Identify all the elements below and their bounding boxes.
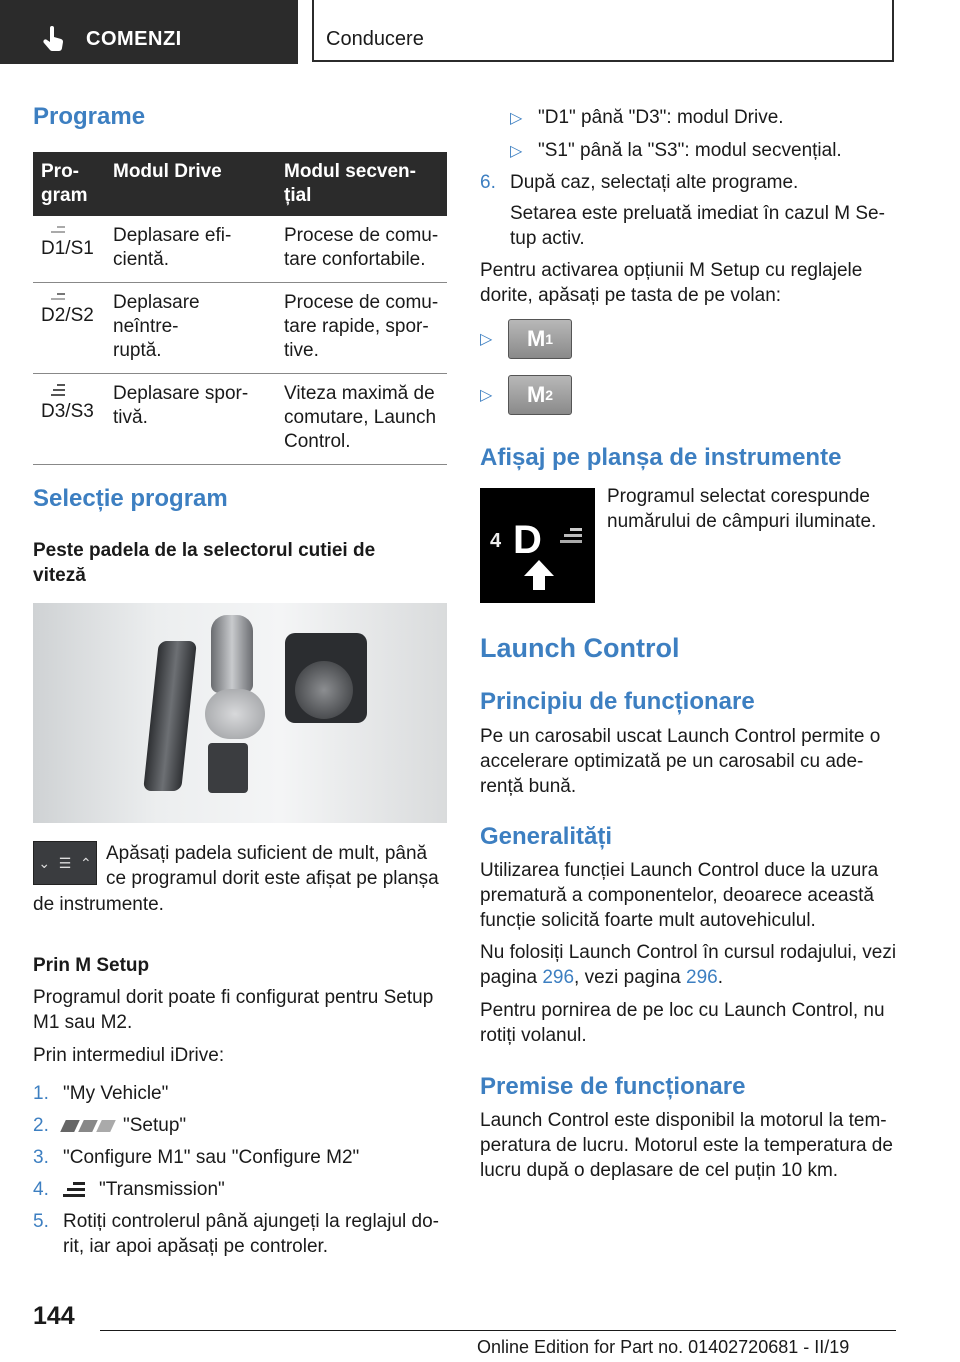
triangle-bullet-icon: ▷ [510, 110, 523, 127]
paddle-text-1: Apăsați padela suficient de mult, până [106, 843, 428, 864]
list-item: 6. După caz, selectați alte programe. [480, 172, 799, 193]
section-title: Conducere [326, 28, 424, 50]
program-lines-icon [51, 226, 65, 233]
selectie-heading: Selecție program [33, 485, 228, 512]
afisaj-heading: Afișaj pe planșa de instrumente [480, 444, 842, 471]
principiu-heading: Principiu de funcționare [480, 688, 755, 715]
generalitati-text: Utilizarea funcției Launch Control duce la uzura prematură a componentelor, deoarece această funcție solicită foarte mult autovehiculul. [480, 860, 879, 931]
step6-note: Setarea este preluată imediat în cazul M Se- tup activ. [510, 203, 885, 249]
table-row: D1/S1 Deplasare efi- cientă. Procese de comu- tare confortabile. [33, 216, 447, 283]
msetup-heading: Prin M Setup [33, 955, 150, 976]
list-item: 1. "My Vehicle" [33, 1083, 169, 1104]
list-item: 2. "Setup" [33, 1115, 187, 1136]
premise-text: Launch Control este disponibil la motorul la tem- peratura de lucru. Motorul este la temperatura de lucru după o deplasare de cel puțin 10 km. [480, 1110, 893, 1181]
idrive-text: Prin intermediul iDrive: [33, 1045, 225, 1066]
triangle-bullet-icon: ▷ [480, 331, 493, 348]
generalitati-heading: Generalități [480, 823, 613, 850]
afisaj-text: Programul selectat corespunde numărului de câmpuri iluminate. [607, 486, 877, 532]
program-lines-icon [51, 293, 65, 300]
edition-text: Online Edition for Part no. 01402720681 - II/19 [477, 1337, 850, 1357]
sub-list-item: ▷ "D1" până "D3": modul Drive. [510, 105, 784, 131]
table-row: D3/S3 Deplasare spor- tivă. Viteza maximă de comutare, Launch Control. [33, 374, 447, 465]
program-lines-icon [560, 528, 582, 543]
hand-pointer-icon [42, 26, 66, 52]
footer-divider [100, 1330, 896, 1331]
transmission-lines-icon [63, 1182, 85, 1197]
paddle-text-2: ce programul dorit este afișat pe planșa [106, 868, 439, 889]
paddle-text-3: de instrumente. [33, 894, 164, 915]
page-link[interactable]: 296 [542, 967, 575, 988]
triangle-bullet-icon: ▷ [510, 143, 523, 160]
gear-selector-photo [33, 603, 447, 823]
programs-table [33, 152, 447, 465]
table-row: D2/S2 Deplasare neîntre- ruptă. Procese de comu- tare rapide, spor- tive. [33, 283, 447, 374]
m1-button-icon: M 1 [508, 319, 572, 359]
pornire-text: Pentru pornirea de pe loc cu Launch Control, nu rotiți volanul. [480, 1000, 885, 1046]
sub-list-item: ▷ "S1" până la "S3": modul secvențial. [510, 138, 842, 164]
m1-item [480, 319, 572, 359]
page-number: 144 [33, 1302, 75, 1330]
instrument-display-image: 4 D [480, 488, 595, 603]
chapter-title: COMENZI [86, 28, 182, 50]
rodaj-text: Nu folosiți Launch Control în cursul rodajului, vezi pagina 296, vezi pagina 296. [480, 942, 897, 988]
table-header-sequential: Modul secven- țial [276, 152, 447, 216]
table-header-drive: Modul Drive [105, 152, 276, 216]
m2-item [480, 375, 572, 415]
list-item: 5. Rotiți controlerul până ajungeți la reglajul do- rit, iar apoi apăsați pe controler. [33, 1211, 440, 1257]
premise-heading: Premise de funcționare [480, 1073, 746, 1100]
launch-control-heading: Launch Control [480, 633, 680, 663]
programe-heading: Programe [33, 103, 146, 130]
list-item: 4. "Transmission" [33, 1179, 225, 1200]
principiu-text: Pe un carosabil uscat Launch Control permite o accelerare optimizată pe un carosabil cu ade- rență bună. [480, 726, 881, 797]
page-link[interactable]: 296 [686, 967, 718, 988]
arrow-up-icon [522, 558, 556, 592]
m-stripes-icon [60, 1120, 116, 1132]
list-item: 3. "Configure M1" sau "Configure M2" [33, 1147, 360, 1168]
program-lines-icon [51, 384, 65, 396]
m2-button-icon: M 2 [508, 375, 572, 415]
msetup-text: Programul dorit poate fi configurat pentru Setup M1 sau M2. [33, 987, 434, 1033]
activare-text: Pentru activarea opțiunii M Setup cu reglajele dorite, apăsați pe tasta de pe volan: [480, 260, 863, 306]
paddle-shift-icon: ⌄ ☰ ⌃ [33, 841, 97, 885]
selectie-subheading: Peste padela de la selectorul cutiei de viteză [33, 540, 376, 586]
triangle-bullet-icon: ▷ [480, 387, 493, 404]
table-header-program: Pro- gram [33, 152, 105, 216]
